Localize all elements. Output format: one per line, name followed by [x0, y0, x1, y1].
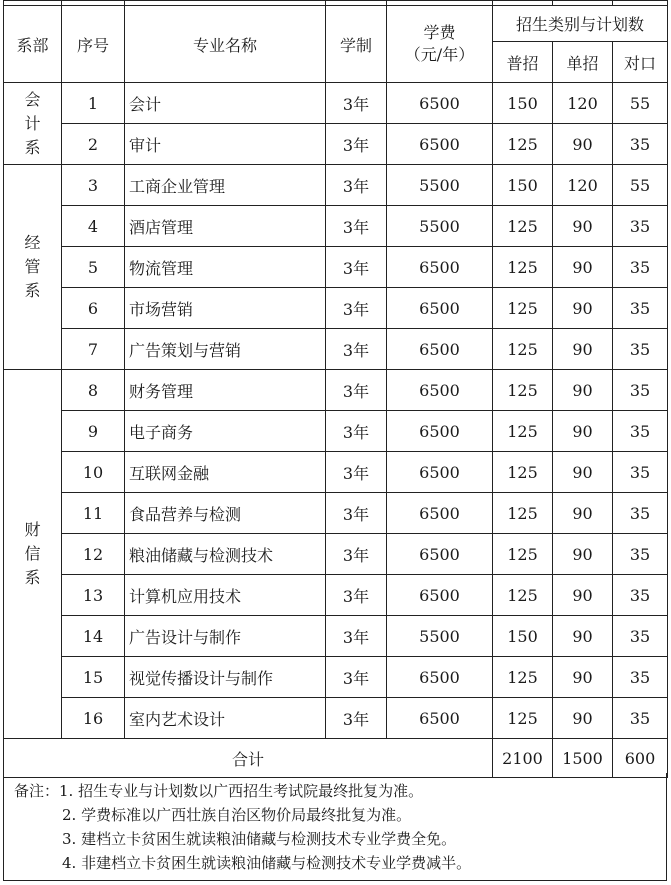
fee-cell: 6500	[387, 657, 493, 698]
single-cell: 90	[553, 575, 613, 616]
seq-cell: 13	[62, 575, 125, 616]
notes-section	[3, 773, 667, 881]
counterpart-cell: 35	[613, 698, 668, 739]
dept-char: 会	[24, 89, 41, 109]
header-plan-general: 普招	[493, 42, 553, 83]
counterpart-cell: 35	[613, 534, 668, 575]
dept-char: 财	[24, 520, 41, 539]
counterpart-cell: 55	[613, 83, 668, 124]
dept-char: 管	[24, 257, 41, 276]
header-seq: 序号	[62, 6, 125, 83]
major-cell: 广告设计与制作	[125, 616, 326, 657]
table-row	[4, 493, 668, 534]
single-cell: 90	[553, 329, 613, 370]
admissions-table	[3, 0, 668, 778]
counterpart-cell: 35	[613, 247, 668, 288]
single-cell: 90	[553, 452, 613, 493]
counterpart-cell: 35	[613, 493, 668, 534]
general-cell: 125	[493, 493, 553, 534]
general-cell: 125	[493, 247, 553, 288]
seq-cell: 15	[62, 657, 125, 698]
note-line-4	[14, 851, 666, 875]
major-cell: 酒店管理	[125, 206, 326, 247]
single-cell: 90	[553, 124, 613, 165]
table-row	[4, 370, 668, 411]
header-dept: 系部	[4, 6, 62, 83]
duration-cell: 3年	[326, 370, 387, 411]
duration-cell: 3年	[326, 452, 387, 493]
fee-cell: 5500	[387, 165, 493, 206]
duration-cell: 3年	[326, 493, 387, 534]
major-cell: 物流管理	[125, 247, 326, 288]
table-row	[4, 206, 668, 247]
table-row	[4, 124, 668, 165]
single-cell: 90	[553, 493, 613, 534]
seq-cell: 6	[62, 288, 125, 329]
seq-cell: 3	[62, 165, 125, 206]
table-row	[4, 165, 668, 206]
table-row	[4, 534, 668, 575]
general-cell: 125	[493, 534, 553, 575]
seq-cell: 4	[62, 206, 125, 247]
fee-cell: 6500	[387, 247, 493, 288]
fee-cell: 6500	[387, 329, 493, 370]
table-row	[4, 411, 668, 452]
general-cell: 125	[493, 124, 553, 165]
counterpart-cell: 35	[613, 452, 668, 493]
note-item: 4. 非建档立卡贫困生就读粮油储藏与检测技术专业学费减半。	[62, 854, 472, 872]
counterpart-cell: 35	[613, 411, 668, 452]
major-cell: 室内艺术设计	[125, 698, 326, 739]
seq-cell: 10	[62, 452, 125, 493]
major-cell: 广告策划与营销	[125, 329, 326, 370]
general-cell: 150	[493, 165, 553, 206]
duration-cell: 3年	[326, 575, 387, 616]
table-row	[4, 575, 668, 616]
counterpart-cell: 35	[613, 575, 668, 616]
note-line-2	[14, 803, 666, 827]
seq-cell: 12	[62, 534, 125, 575]
table-row	[4, 83, 668, 124]
single-cell: 90	[553, 206, 613, 247]
counterpart-cell: 35	[613, 616, 668, 657]
total-counterpart: 600	[613, 739, 668, 778]
note-item: 3. 建档立卡贫困生就读粮油储藏与检测技术专业学费全免。	[62, 830, 457, 848]
table-row	[4, 329, 668, 370]
header-row	[4, 6, 668, 42]
total-single: 1500	[553, 739, 613, 778]
single-cell: 90	[553, 411, 613, 452]
seq-cell: 2	[62, 124, 125, 165]
total-row	[4, 739, 668, 778]
fee-cell: 5500	[387, 206, 493, 247]
general-cell: 125	[493, 329, 553, 370]
duration-cell: 3年	[326, 616, 387, 657]
general-cell: 125	[493, 206, 553, 247]
fee-cell: 6500	[387, 288, 493, 329]
header-duration: 学制	[326, 6, 387, 83]
dept-cell	[4, 165, 62, 370]
general-cell: 150	[493, 616, 553, 657]
fee-cell: 6500	[387, 575, 493, 616]
table-row	[4, 616, 668, 657]
header-plan-group: 招生类别与计划数	[493, 6, 668, 42]
duration-cell: 3年	[326, 534, 387, 575]
seq-cell: 7	[62, 329, 125, 370]
single-cell: 90	[553, 247, 613, 288]
table-row	[4, 288, 668, 329]
general-cell: 125	[493, 657, 553, 698]
single-cell: 90	[553, 534, 613, 575]
single-cell: 120	[553, 165, 613, 206]
duration-cell: 3年	[326, 165, 387, 206]
fee-cell: 6500	[387, 452, 493, 493]
single-cell: 90	[553, 657, 613, 698]
counterpart-cell: 55	[613, 165, 668, 206]
major-cell: 互联网金融	[125, 452, 326, 493]
major-cell: 审计	[125, 124, 326, 165]
notes-prefix: 备注：	[14, 782, 60, 800]
major-cell: 工商企业管理	[125, 165, 326, 206]
single-cell: 90	[553, 698, 613, 739]
duration-cell: 3年	[326, 329, 387, 370]
total-general: 2100	[493, 739, 553, 778]
note-line-3	[14, 827, 666, 851]
counterpart-cell: 35	[613, 370, 668, 411]
counterpart-cell: 35	[613, 329, 668, 370]
general-cell: 125	[493, 411, 553, 452]
seq-cell: 9	[62, 411, 125, 452]
major-cell: 会计	[125, 83, 326, 124]
general-cell: 125	[493, 452, 553, 493]
fee-cell: 6500	[387, 411, 493, 452]
total-label: 合计	[4, 739, 493, 778]
duration-cell: 3年	[326, 657, 387, 698]
duration-cell: 3年	[326, 247, 387, 288]
general-cell: 125	[493, 698, 553, 739]
dept-char: 经	[24, 233, 41, 252]
fee-cell: 5500	[387, 616, 493, 657]
fee-cell: 6500	[387, 493, 493, 534]
major-cell: 电子商务	[125, 411, 326, 452]
note-item: 1. 招生专业与计划数以广西招生考试院最终批复为准。	[59, 782, 424, 800]
general-cell: 125	[493, 575, 553, 616]
header-plan-counterpart: 对口	[613, 42, 668, 83]
table-row	[4, 452, 668, 493]
major-cell: 市场营销	[125, 288, 326, 329]
seq-cell: 16	[62, 698, 125, 739]
duration-cell: 3年	[326, 206, 387, 247]
fee-cell: 6500	[387, 698, 493, 739]
single-cell: 90	[553, 288, 613, 329]
single-cell: 90	[553, 370, 613, 411]
note-item: 2. 学费标准以广西壮族自治区物价局最终批复为准。	[62, 806, 412, 824]
single-cell: 90	[553, 616, 613, 657]
counterpart-cell: 35	[613, 288, 668, 329]
duration-cell: 3年	[326, 83, 387, 124]
table-row	[4, 657, 668, 698]
dept-char: 信	[24, 544, 41, 563]
table-row	[4, 247, 668, 288]
counterpart-cell: 35	[613, 206, 668, 247]
general-cell: 125	[493, 370, 553, 411]
dept-char: 计	[24, 113, 41, 133]
duration-cell: 3年	[326, 288, 387, 329]
seq-cell: 5	[62, 247, 125, 288]
major-cell: 计算机应用技术	[125, 575, 326, 616]
dept-cell	[4, 370, 62, 739]
fee-cell: 6500	[387, 370, 493, 411]
header-major: 专业名称	[125, 6, 326, 83]
dept-char: 系	[24, 137, 41, 157]
dept-char: 系	[24, 281, 41, 300]
single-cell: 120	[553, 83, 613, 124]
header-fee-line2: （元/年）	[404, 45, 475, 64]
fee-cell: 6500	[387, 83, 493, 124]
duration-cell: 3年	[326, 124, 387, 165]
header-fee	[387, 6, 493, 83]
duration-cell: 3年	[326, 411, 387, 452]
major-cell: 财务管理	[125, 370, 326, 411]
dept-char: 系	[24, 568, 41, 587]
seq-cell: 14	[62, 616, 125, 657]
seq-cell: 11	[62, 493, 125, 534]
note-line-1	[14, 779, 666, 803]
fee-cell: 6500	[387, 534, 493, 575]
header-fee-line1: 学费	[423, 23, 456, 42]
seq-cell: 1	[62, 83, 125, 124]
duration-cell: 3年	[326, 698, 387, 739]
general-cell: 125	[493, 288, 553, 329]
fee-cell: 6500	[387, 124, 493, 165]
table-row	[4, 698, 668, 739]
counterpart-cell: 35	[613, 124, 668, 165]
general-cell: 150	[493, 83, 553, 124]
seq-cell: 8	[62, 370, 125, 411]
major-cell: 视觉传播设计与制作	[125, 657, 326, 698]
header-plan-single: 单招	[553, 42, 613, 83]
major-cell: 食品营养与检测	[125, 493, 326, 534]
counterpart-cell: 35	[613, 657, 668, 698]
dept-cell	[4, 83, 62, 165]
major-cell: 粮油储藏与检测技术	[125, 534, 326, 575]
